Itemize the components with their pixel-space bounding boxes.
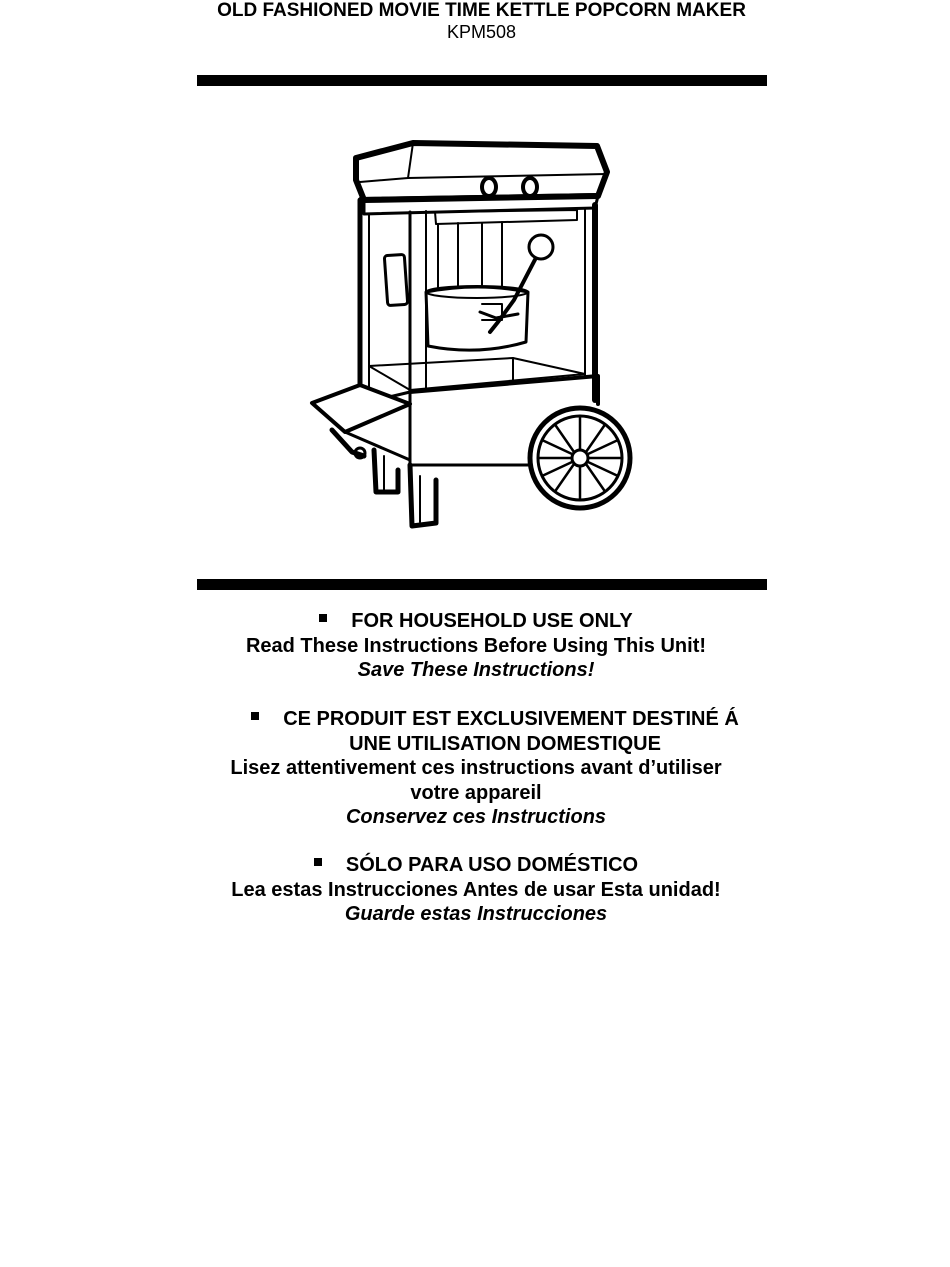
- french-heading-line-1: CE PRODUIT EST EXCLUSIVEMENT DESTINÉ Á: [283, 708, 739, 730]
- french-heading-line-2: UNE UTILISATION DOMESTIQUE: [349, 732, 661, 755]
- english-heading: FOR HOUSEHOLD USE ONLY: [351, 610, 633, 632]
- top-divider: [197, 75, 767, 86]
- spanish-save-note: Guarde estas Instrucciones: [344, 903, 608, 925]
- french-instruction-line-2: votre appareil: [410, 781, 542, 804]
- bullet-icon: [314, 858, 322, 866]
- bullet-icon: [251, 712, 259, 720]
- english-instruction: Read These Instructions Before Using This Unit!: [245, 634, 707, 657]
- bottom-divider: [197, 579, 767, 590]
- french-save-note: Conservez ces Instructions: [345, 806, 607, 828]
- french-instruction-line-1: Lisez attentivement ces instructions avant d’utiliser: [230, 757, 722, 779]
- english-save-note: Save These Instructions!: [357, 659, 595, 681]
- model-number: KPM508: [446, 22, 517, 42]
- popcorn-cart-illustration: [300, 130, 640, 535]
- spanish-instruction: Lea estas Instrucciones Antes de usar Esta unidad!: [231, 878, 721, 901]
- spanish-section: [0, 853, 950, 927]
- spanish-heading: SÓLO PARA USO DOMÉSTICO: [345, 854, 639, 876]
- bullet-icon: [319, 614, 327, 622]
- document-title: OLD FASHIONED MOVIE TIME KETTLE POPCORN MAKER: [217, 0, 746, 21]
- english-section: [0, 609, 950, 683]
- french-section: [0, 707, 950, 830]
